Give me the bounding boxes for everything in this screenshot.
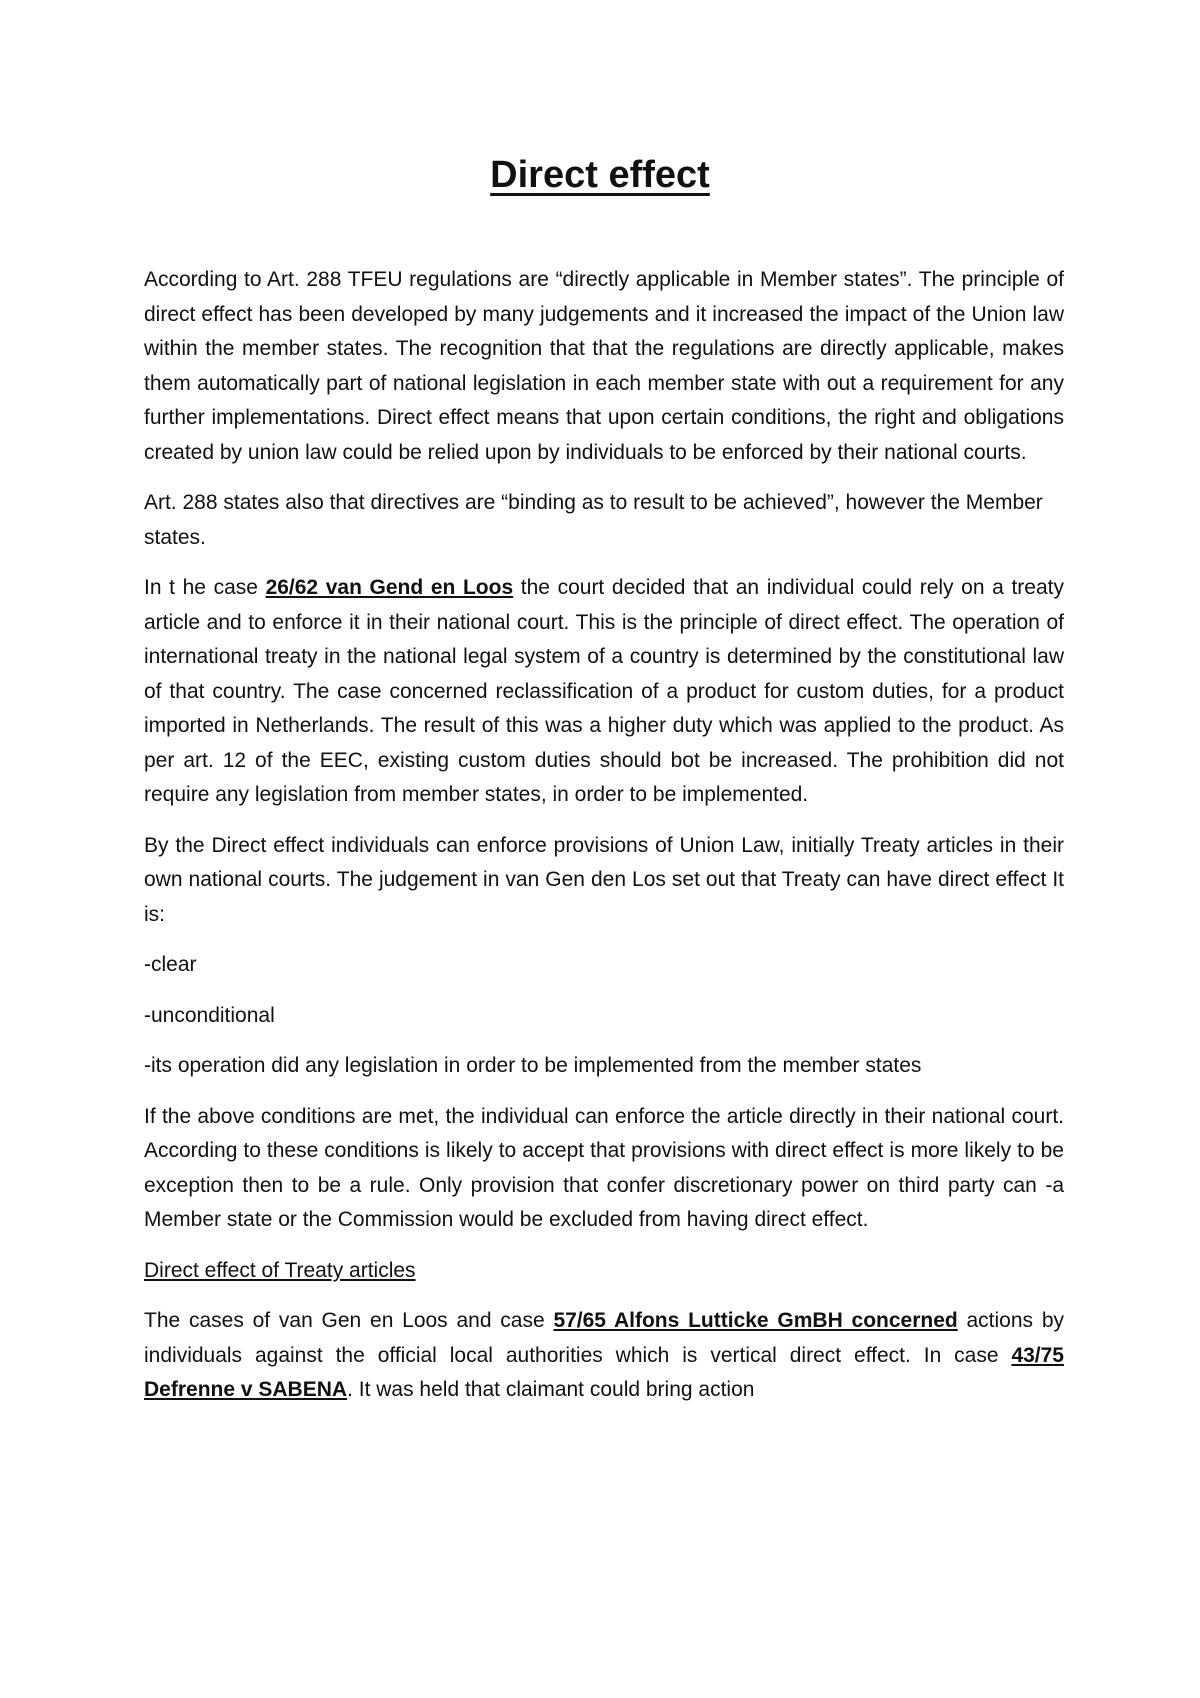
paragraph-text: The cases of van Gen en Loos and case (144, 1309, 554, 1332)
paragraph-treaty-cases (144, 1304, 1064, 1408)
paragraph-intro: According to Art. 288 TFEU regulations are “directly applicable in Member states”. The principle of direct effect has been developed by many judgements and it increased the impact of the Union law within the member states. The recognition that that the regulations are directly applicable, makes them automatically part of national legislation in each member state with out a requirement for any further implementations. Direct effect means that upon certain conditions, the right and obligations created by union law could be relied upon by individuals to be enforced by their national courts. (144, 268, 1064, 464)
list-item: -unconditional (144, 1003, 275, 1027)
paragraph-text: In t he case (144, 576, 266, 599)
paragraph-text: the court decided that an individual could rely on a treaty article and to enforce it in their national court. This is the principle of direct effect. The operation of international treaty in the national legal system of a country is determined by the constitutional law of that country. The case concerned reclassification of a product for custom duties, for a product imported in Netherlands. The result of this was a higher duty which was applied to the product. As per art. 12 of the EEC, existing custom duties should bot be increased. The prohibition did not require any legislation from member states, in order to be implemented. (144, 576, 1064, 806)
list-item: -clear (144, 953, 197, 976)
paragraph-text: . It was held that claimant could bring action (347, 1378, 755, 1401)
list-item: -its operation did any legislation in order to be implemented from the member states (144, 1054, 922, 1077)
paragraph-text: actions by individuals against the official local authorities which is vertical direct effect. In case (144, 1309, 1064, 1367)
case-reference: 43/75 Defrenne v SABENA (144, 1343, 1064, 1401)
paragraph-conditions-intro: By the Direct effect individuals can enforce provisions of Union Law, initially Treaty articles in their own national courts. The judgement in van Gen den Los set out that Treaty can have direct effect It is: (144, 833, 1064, 926)
document-body (144, 263, 1064, 1424)
paragraph-conditions-met: If the above conditions are met, the individual can enforce the article directly in their national court. According to these conditions is likely to accept that provisions with direct effect is more likely to be exception then to be a rule. Only provision that confer discretionary power on third party can -a Member state or the Commission would be excluded from having direct effect. (144, 1104, 1064, 1231)
paragraph-van-gend (144, 571, 1064, 813)
case-reference: 57/65 Alfons Lutticke GmBH concerned (553, 1309, 958, 1332)
case-reference: 26/62 van Gend en Loos (265, 576, 514, 599)
section-heading: Direct effect of Treaty articles (144, 1258, 416, 1282)
paragraph-directives: Art. 288 states also that directives are “binding as to result to be achieved”, however the Member states. (144, 491, 1043, 549)
page-title: Direct effect (490, 154, 710, 196)
